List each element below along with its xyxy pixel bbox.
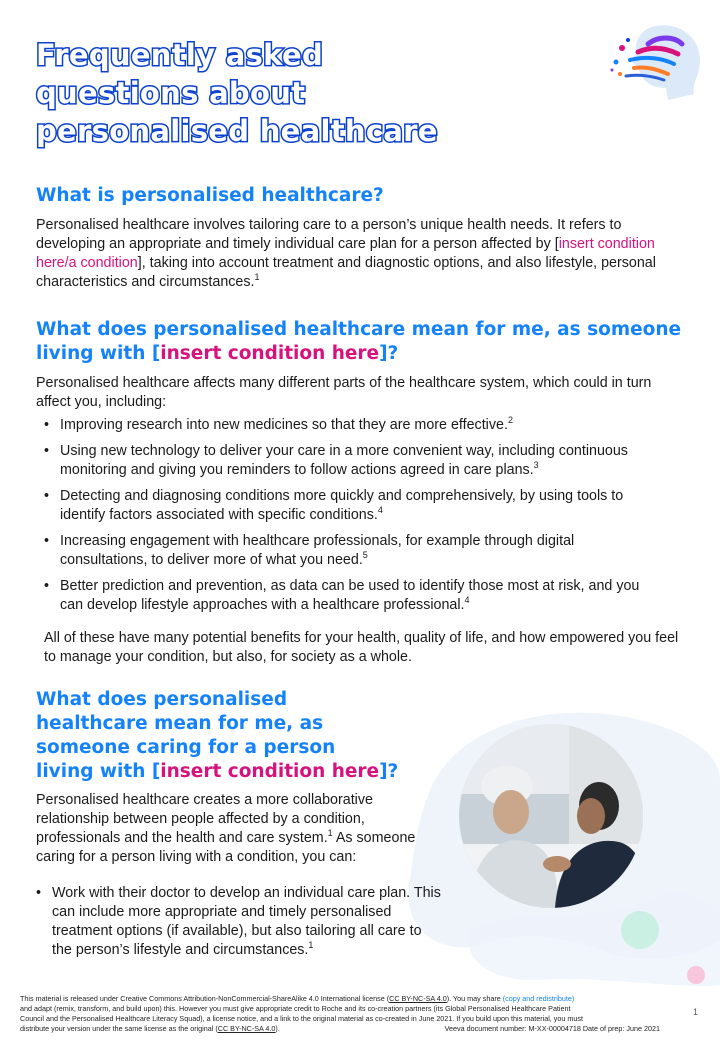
section1-heading: What is personalised healthcare?: [36, 185, 384, 206]
colorful-head-logo: [608, 18, 708, 108]
reference-superscript: 5: [362, 550, 368, 561]
mint-circle: [621, 911, 659, 949]
bullet-item: • Increasing engagement with healthcare professionals, for example through digital consultations, to deliver more of what you need.$^5$: [40, 532, 660, 570]
section3-body: Personalised healthcare creates a more collaborative relationship between people affected by a condition, professionals and the health and care system.$^1$ As someone caring for a person living with a condition, you can:: [36, 792, 416, 865]
reference-superscript: 1: [254, 272, 260, 283]
reference-superscript: 3: [533, 460, 539, 471]
bullet-item: • Better prediction and prevention, as data can be used to identify those most at risk, and you can develop lifestyle approaches with a healthcare professional.$^4$: [40, 577, 660, 615]
reference-superscript: 2: [507, 415, 513, 426]
page-number: 1: [693, 1007, 699, 1017]
section3-heading: What does personalised healthcare mean for me, as someone caring for a person living with [insert condition here]?: [36, 689, 399, 782]
condition-placeholder: insert condition here/a condition: [36, 236, 655, 271]
license-link[interactable]: CC BY-NC-SA 4.0: [389, 994, 447, 1003]
bullet-item: • Work with their doctor to develop an individual care plan. This can include more appropriate and timely personalised treatment options (if available), but also tailoring all care to the person’s lifestyle and circumstances.$^1$: [32, 884, 442, 960]
pink-dot: [687, 966, 705, 984]
section1-body: Personalised healthcare involves tailoring care to a person’s unique health needs. It refers to developing an appropriate and timely individual care plan for a person affected by [insert condition here/a condition], taking into account treatment and diagnostic options, and also lifestyle, personal characteristics and circumstances.$^1$: [36, 217, 656, 290]
reference-superscript: 4: [464, 595, 470, 606]
title-line: questions about: [36, 76, 306, 110]
license-link[interactable]: CC BY-NC-SA 4.0: [217, 1024, 276, 1033]
condition-placeholder: insert condition here: [160, 761, 380, 782]
bullet-item: • Improving research into new medicines so that they are more effective.$^2$: [40, 416, 660, 435]
bullet-item: • Using new technology to deliver your care in a more convenient way, including continuous monitoring and giving you reminders to follow actions agreed in care plans.$^3$: [40, 442, 660, 480]
section3-bullet-list: [32, 884, 442, 967]
reference-superscript: 4: [377, 505, 383, 516]
condition-placeholder: insert condition here: [160, 343, 380, 364]
bullet-item: • Detecting and diagnosing conditions more quickly and comprehensively, by using tools to identify factors associated with specific conditions.$^4$: [40, 487, 660, 525]
reference-superscript: 1: [327, 828, 333, 839]
veeva-document-number: Veeva document number: M-XX-00004718 Date of prep: June 2021: [444, 1024, 660, 1033]
title-line: personalised healthcare: [36, 114, 438, 148]
section2-intro: Personalised healthcare affects many different parts of the healthcare system, which could in turn affect you, including:: [36, 375, 652, 410]
section2-heading: What does personalised healthcare mean for me, as someone living with [insert condition here]?: [36, 319, 682, 364]
section2-bullet-list: [40, 416, 660, 622]
title-line: Frequently asked: [36, 38, 324, 72]
section2-closing: All of these have many potential benefits for your health, quality of life, and how empowered you feel to manage your condition, but also, for society as a whole.: [44, 630, 679, 665]
page-title: [36, 36, 576, 150]
carer-photo: [459, 724, 643, 908]
license-footer: This material is released under Creative Commons Attribution-NonCommercial-ShareAlike 4.0 International license (CC BY-NC-SA 4.0). You may share (copy and redistribute) and adapt (remix, transform, and build upon) this. However you must give appropriate credit to Roche and its co-creation partners (its Global Personalised Healthcare Patient Council and the Personalised Healthcare Literacy Squad), a license notice, and a link to the original material as co-created in June 2021. If you build upon this material, you must distribute your version under the same license as the original (CC BY-NC-SA 4.0). Veeva document number: M-XX-00004718 Date of prep: June 2021: [20, 994, 660, 1033]
reference-superscript: 1: [308, 940, 314, 951]
